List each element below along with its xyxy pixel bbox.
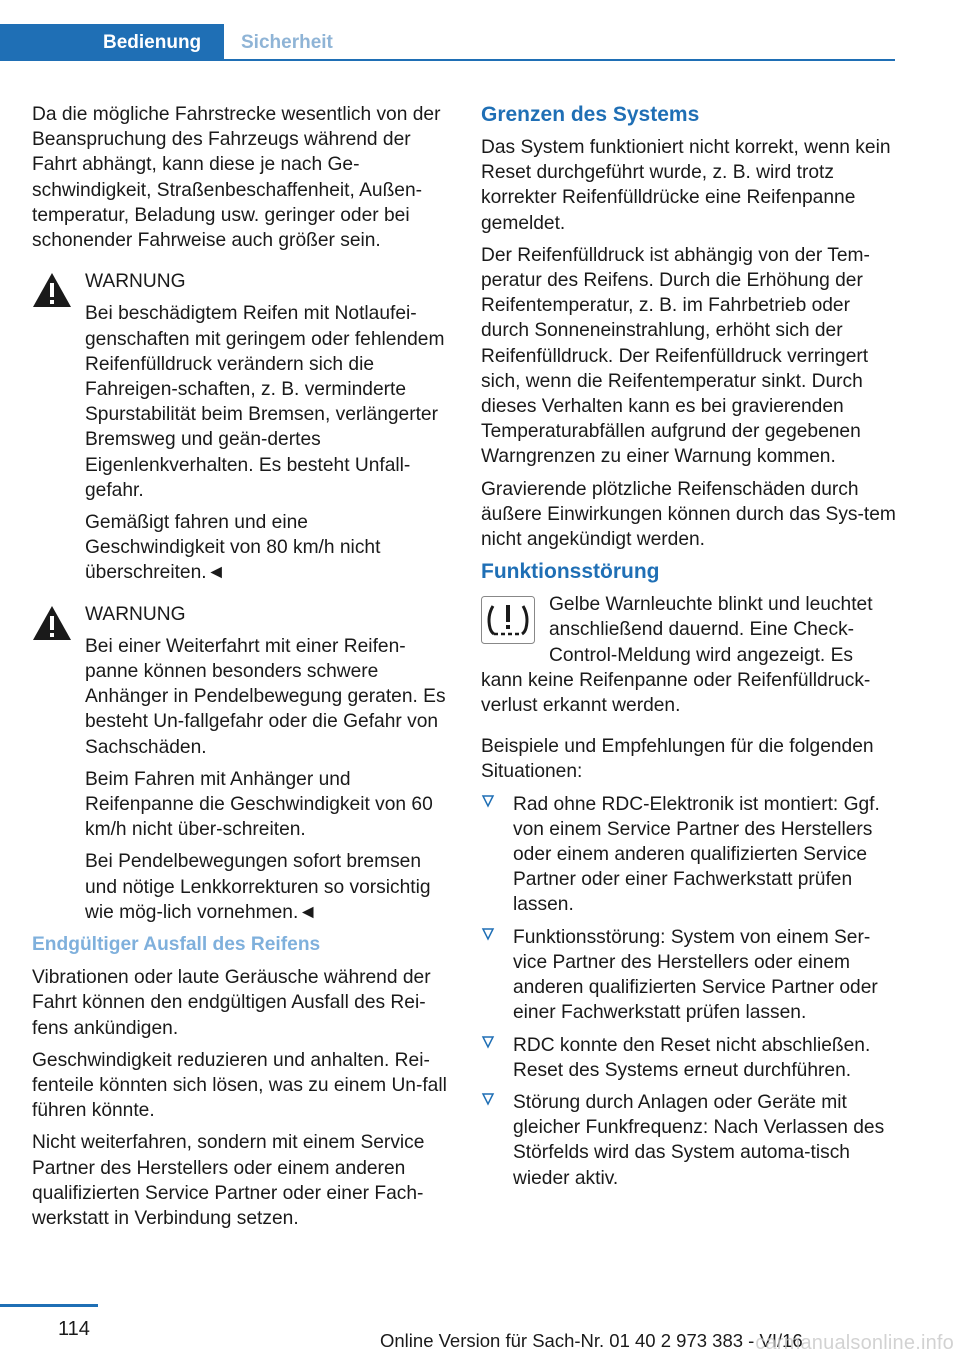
warning-triangle-icon (32, 272, 72, 308)
tire-pressure-warning-icon (481, 596, 535, 644)
warning-first-line: Bei einer Weiterfahrt mit einer Reifen- (85, 635, 406, 657)
warning-first-line: Bei beschädigtem Reifen mit Notlaufei- (85, 303, 417, 325)
warning-instruction: Gemäßigt fahren und eine Geschwindigkeit von 80 km/h nicht überschreiten.◄ (85, 512, 381, 584)
list-item-text: RDC konnte den Reset nicht abschließen. Reset des Systems erneut durchführen. (513, 1034, 871, 1081)
intro-paragraph: Da die mögliche Fahrstrecke wesentlich von der Beanspruchung des Fahrzeugs während der Fahrt abhängt, kann diese je nach Ge-schwindigkeit, Straßenbeschaffenheit, Außen-temperatur, Beladung usw. geringer oder bei schonender Fahrweise auch größer sein. (32, 104, 441, 252)
watermark: carmanualsonline.info (755, 1332, 954, 1354)
situations-list (481, 792, 899, 1191)
list-item (481, 925, 899, 1026)
section-heading: Funktionsstörung (481, 560, 660, 584)
warning-title: WARNUNG (85, 603, 186, 625)
paragraph: Vibrationen oder laute Geräusche während der Fahrt können den endgültigen Ausfall des Rei-fens ankündigen. (32, 967, 431, 1039)
paragraph: Das System funktioniert nicht korrekt, wenn kein Reset durchgeführt wurde, z. B. wird trotz korrekter Reifenfülldrücke eine Reifenpanne gemeldet. (481, 137, 891, 234)
warning-block-2 (32, 602, 450, 925)
triangle-bullet-icon (481, 794, 495, 808)
malfunction-block (481, 592, 899, 718)
left-column (32, 102, 450, 1238)
tab-bedienung[interactable]: Bedienung (0, 24, 224, 61)
paragraph: Der Reifenfülldruck ist abhängig von der Tem-peratur des Reifens. Durch die Erhöhung der Reifentemperatur, z. B. im Fahrbetrieb oder durch Sonneneinstrahlung, erhöht sich der Reifenfülldruck. Der Reifenfülldruck verringert sich, wenn die Reifentemperatur sinkt. Durch dieses Verhalten kann es bei gravierenden Temperaturabfällen aufgrund der gegebenen Warngrenzen zu einer Warnung kommen. (481, 244, 870, 468)
list-item (481, 1033, 899, 1083)
examples-intro: Beispiele und Empfehlungen für die folgenden Situationen: (481, 736, 874, 783)
tab-sicherheit[interactable]: Sicherheit (241, 32, 333, 53)
warning-text: genschaften mit geringem oder fehlendem Reifenfülldruck verändern sich die Fahreigen-schaften, z. B. verminderte Spurstabilität beim Bremsen, verlängerter Bremsweg und geän-dertes Eigenlenkverhalten. Es besteht Unfall-gefahr. (85, 328, 445, 501)
warning-triangle-icon (32, 605, 72, 641)
triangle-bullet-icon (481, 1035, 495, 1049)
list-item (481, 1090, 899, 1191)
list-item-text: Funktionsstörung: System von einem Ser-vice Partner des Herstellers oder einem anderen qualifizierten Service Partner oder einer Fachwerkstatt prüfen lassen. (513, 926, 878, 1024)
footer-version: Online Version für Sach-Nr. 01 40 2 973 383 - VI/16 (380, 1330, 803, 1351)
chapter-tabs (0, 24, 895, 61)
list-item-text: Rad ohne RDC-Elektronik ist montiert: Ggf. von einem Service Partner des Herstellers oder einem anderen qualifizierten Service Partner oder einer Fachwerkstatt prüfen lassen. (513, 793, 880, 916)
list-item-text: Störung durch Anlagen oder Geräte mit gleicher Funkfrequenz: Nach Verlassen des Störfelds wird das System automa-tisch wieder aktiv. (513, 1091, 885, 1189)
triangle-bullet-icon (481, 927, 495, 941)
footer-rule (0, 1304, 98, 1307)
right-column (481, 102, 899, 1198)
malfunction-text: Gelbe Warnleuchte blinkt und leuchtet anschließend dauernd. Eine Check-Control-Meldung wird angezeigt. Es kann keine Reifenpanne oder Reifenfülldruck-verlust erkannt werden. (481, 594, 873, 717)
section-subheading: Endgültiger Ausfall des Reifens (32, 934, 321, 956)
paragraph: Gravierende plötzliche Reifenschäden durch äußere Einwirkungen können durch das Sys-tem nicht angekündigt werden. (481, 478, 896, 551)
warning-instruction-trailer: Beim Fahren mit Anhänger und Reifenpanne die Geschwindigkeit von 60 km/h nicht über-schreiten. (85, 768, 433, 841)
warning-title: WARNUNG (85, 271, 186, 293)
warning-text: panne können besonders schwere Anhänger in Pendelbewegung geraten. Es besteht Un-fallgefahr oder die Gefahr von Sachschäden. (85, 661, 446, 758)
paragraph: Nicht weiterfahren, sondern mit einem Service Partner des Herstellers oder einem anderen qualifizierten Service Partner oder einer Fach-werkstatt in Verbindung setzen. (32, 1132, 425, 1229)
warning-block-1 (32, 269, 450, 585)
paragraph: Geschwindigkeit reduzieren und anhalten. Rei-fenteile könnten sich lösen, was zu einem Un-fall führen könnte. (32, 1049, 447, 1122)
triangle-bullet-icon (481, 1092, 495, 1106)
list-item (481, 792, 899, 918)
section-heading: Grenzen des Systems (481, 103, 700, 126)
tab-underline (224, 59, 895, 61)
warning-instruction-oscillation: Bei Pendelbewegungen sofort bremsen und nötige Lenkkorrekturen so vorsichtig wie mög-lich vornehmen.◄ (85, 851, 431, 923)
page-number: 114 (58, 1318, 90, 1340)
